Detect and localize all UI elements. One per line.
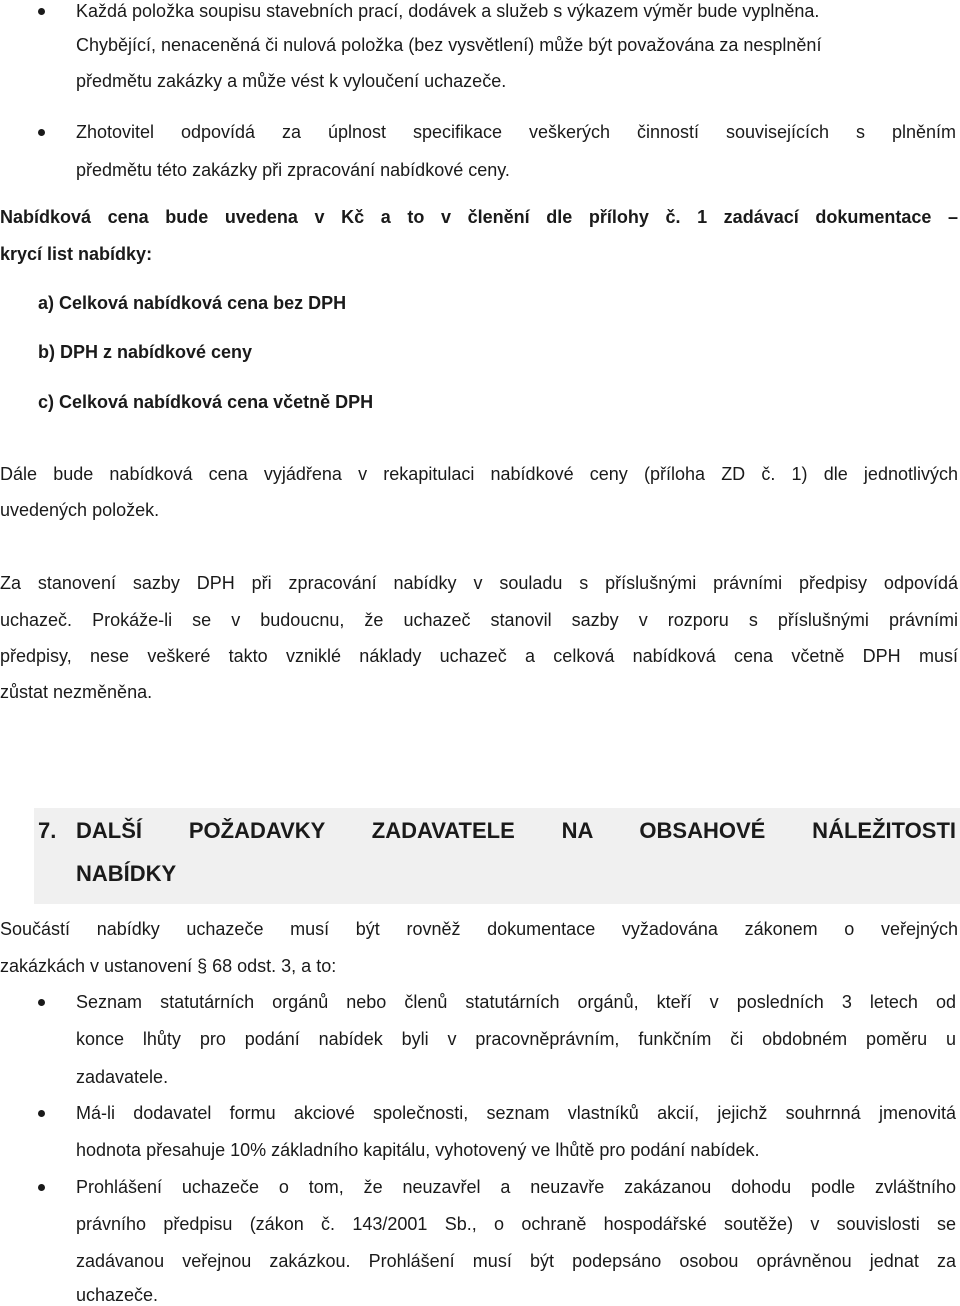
bullet-dot [38,8,45,15]
bullet-text-line: uchazeče. [76,1285,159,1305]
price-item: b) DPH z nabídkové ceny [38,342,253,362]
bullet-text-line: zadávanou veřejnou zakázkou. Prohlášení musí být podepsáno osobou oprávněnou jednat za [76,1251,956,1271]
bullet-text-line: Seznam statutárních orgánů nebo členů statutárních orgánů, kteří v posledních 3 letech od [76,992,956,1012]
bullet-dot [38,129,45,136]
section-intro-line: zakázkách v ustanovení § 68 odst. 3, a to: [0,956,337,976]
bullet-dot [38,1184,45,1191]
bullet-text-line: Zhotovitel odpovídá za úplnost specifikace veškerých činností souvisejících s plněním [76,122,956,142]
bullet-text-line: Chybějící, nenaceněná či nulová položka (bez vysvětlení) může být považována za nesplnění [76,35,822,55]
section-intro-line: Součástí nabídky uchazeče musí být rovněž dokumentace vyžadována zákonem o veřejných [0,919,958,939]
price-intro-line: krycí list nabídky: [0,244,153,264]
section-number: 7. [38,818,57,843]
vat-paragraph-line: uchazeč. Prokáže-li se v budoucnu, že uchazeč stanovil sazby v rozporu s příslušnými právními [0,610,958,630]
bullet-text-line: předmětu této zakázky při zpracování nabídkové ceny. [76,160,510,180]
bullet-dot [38,999,45,1006]
recap-paragraph-line: uvedených položek. [0,500,160,520]
bullet-text-line: právního předpisu (zákon č. 143/2001 Sb., o ochraně hospodářské soutěže) v souvislosti se [76,1214,956,1234]
bullet-text-line: Každá položka soupisu stavebních prací, dodávek a služeb s výkazem výměr bude vyplněna. [76,1,820,21]
bullet-text-line: předmětu zakázky a může vést k vyloučení uchazeče. [76,71,507,91]
recap-paragraph-line: Dále bude nabídková cena vyjádřena v rekapitulaci nabídkové ceny (příloha ZD č. 1) dle jednotlivých [0,464,958,484]
section-title-line: NABÍDKY [76,861,177,886]
bullet-text-line: Má-li dodavatel formu akciové společnosti, seznam vlastníků akcií, jejichž souhrnná jmenovitá [76,1103,956,1123]
bullet-text-line: hodnota přesahuje 10% základního kapitálu, vyhotovený ve lhůtě pro podání nabídek. [76,1140,760,1160]
bullet-dot [38,1110,45,1117]
vat-paragraph-line: Za stanovení sazby DPH při zpracování nabídky v souladu s příslušnými právními předpisy odpovídá [0,573,958,593]
vat-paragraph-line: zůstat nezměněna. [0,682,153,702]
vat-paragraph-line: předpisy, nese veškeré takto vzniklé náklady uchazeč a celková nabídková cena včetně DPH musí [0,646,958,666]
bullet-text-line: Prohlášení uchazeče o tom, že neuzavřel a neuzavře zakázanou dohodu podle zvláštního [76,1177,956,1197]
price-item: a) Celková nabídková cena bez DPH [38,293,347,313]
price-item: c) Celková nabídková cena včetně DPH [38,392,374,412]
bullet-text-line: konce lhůty pro podání nabídek byli v pracovněprávním, funkčním či obdobném poměru u [76,1029,956,1049]
price-intro-line: Nabídková cena bude uvedena v Kč a to v členění dle přílohy č. 1 zadávací dokumentace – [0,207,958,227]
bullet-text-line: zadavatele. [76,1067,169,1087]
section-title-line: DALŠÍ POŽADAVKY ZADAVATELE NA OBSAHOVÉ NÁLEŽITOSTI [76,818,956,843]
